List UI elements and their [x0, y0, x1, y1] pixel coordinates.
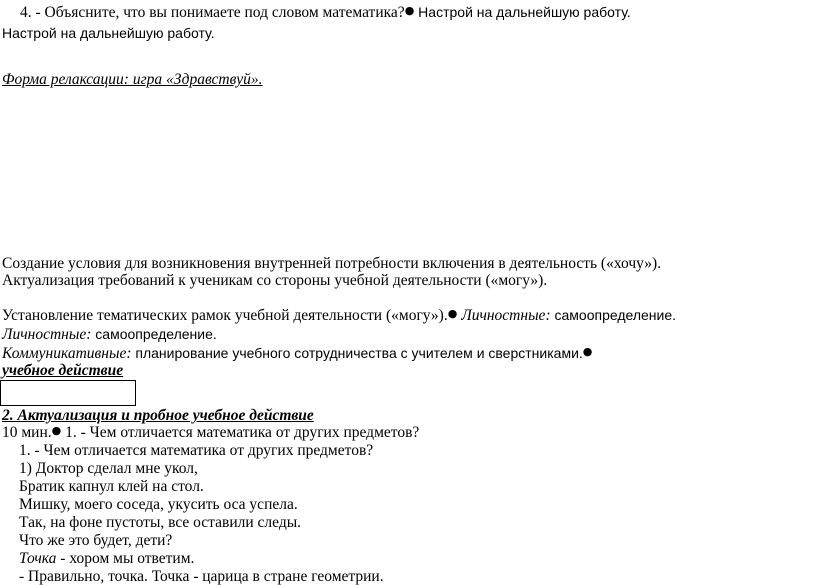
question-4-line [20, 5, 631, 21]
personal-value: самоопределение. [91, 326, 217, 342]
relaxation-heading: Форма релаксации: игра «Здравствуй». [2, 71, 263, 88]
thematic-frame-text: Установление тематических рамок учебной деятельности («могу»). [2, 307, 448, 324]
communicative-line [2, 346, 592, 362]
poem-line: 1) Доктор сделал мне укол, [19, 460, 198, 477]
question-4-text: 4. - Объясните, что вы понимаете под словом математика? [20, 4, 405, 21]
poem-line: Что же это будет, дети? [19, 532, 173, 549]
setup-line: Настрой на дальнейшую работу. [2, 25, 215, 41]
final-statement-line: - Правильно, точка. Точка - царица в стране геометрии. [19, 568, 384, 585]
communicative-value: планирование учебного сотрудничества с учителем и сверстниками. [131, 345, 583, 361]
condition-want-line: Создание условия для возникновения внутренней потребности включения в деятельность («хочу»). [2, 255, 662, 272]
personal-line [2, 327, 217, 343]
empty-table-cell [0, 380, 136, 406]
poem-line: Так, на фоне пустоты, все оставили следы. [19, 514, 302, 531]
answer-line [19, 551, 194, 567]
learning-action-label: учебное действие [2, 362, 124, 379]
thematic-frame-line [2, 308, 676, 324]
communicative-label: Коммуникативные: [2, 345, 132, 362]
poem-line: 1. - Чем отличается математика от других предметов? [19, 442, 374, 459]
section-2-heading: 2. Актуализация и пробное учебное действие [2, 407, 314, 424]
condition-can-line: Актуализация требований к ученикам со стороны учебной деятельности («могу»). [2, 272, 548, 289]
poem-line: Братик капнул клей на стол. [19, 478, 204, 495]
answer-rest: - хором мы ответим. [56, 550, 195, 567]
duration-text: 10 мин. [2, 424, 52, 441]
question-1-text: 1. - Чем отличается математика от других предметов? [61, 424, 420, 441]
bullet-icon: ● [447, 307, 458, 320]
bullet-icon: ● [404, 4, 415, 17]
answer-word: Точка [19, 550, 57, 567]
poem-line: Мишку, моего соседа, укусить оса успела. [19, 496, 298, 513]
setup-text: Настрой на дальнейшую работу. [414, 4, 631, 20]
personal-label: Личностные: [457, 307, 551, 324]
bullet-icon: ● [51, 424, 62, 437]
time-question-line [2, 425, 419, 441]
personal-value: самоопределение. [550, 307, 677, 323]
personal-label: Личностные: [2, 326, 92, 343]
bullet-icon: ● [582, 345, 593, 358]
